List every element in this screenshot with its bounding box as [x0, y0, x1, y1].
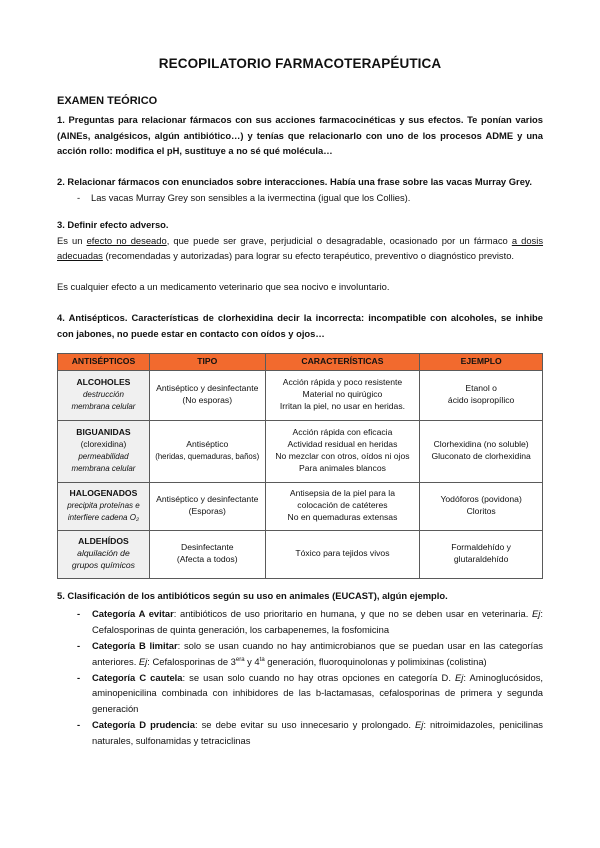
- category-mechanism: interfiere cadena O₂: [67, 512, 139, 522]
- table-cell: [58, 370, 150, 420]
- cell-line: Antiséptico: [186, 439, 229, 450]
- table-cell: [149, 370, 265, 420]
- cell-line: Material no quirúgico: [302, 389, 383, 400]
- list-item: [57, 638, 543, 670]
- cell-line: Clorhexidina (no soluble): [433, 439, 529, 450]
- category-mechanism: membrana celular: [71, 401, 136, 411]
- example-label: Ej: [138, 655, 148, 667]
- section-heading: EXAMEN TEÓRICO: [57, 95, 158, 107]
- q2-bullet-text: Las vacas Murray Grey son sensibles a la ivermectina (igual que los Collies).: [91, 191, 411, 203]
- text-run: : nitroimidazoles, penicilinas naturales, sulfonamidas y tetraciclinas: [92, 718, 543, 746]
- list-item: [57, 717, 543, 749]
- text-run: : solo se usan cuando no hay antimicrobianos que se puedan usar en las categorías anteriores.: [92, 639, 543, 667]
- table-cell: [58, 420, 150, 482]
- bullet-dash: -: [77, 671, 81, 683]
- cell-line: Gluconato de clorhexidina: [431, 451, 531, 462]
- cell-line: Etanol o: [465, 383, 497, 394]
- cell-line: Cloritos: [466, 506, 496, 517]
- category-mechanism: grupos químicos: [71, 559, 135, 570]
- category-label: Categoría D prudencia: [92, 718, 195, 730]
- question-2: 2. Relacionar fármacos con enunciados sobre interacciones. Había una frase sobre las vacas Murray Grey.: [57, 176, 533, 188]
- category-name: ALDEHÍDOS: [78, 536, 129, 547]
- category-mechanism: permeabilidad: [78, 452, 129, 462]
- category-mechanism: destrucción: [82, 390, 124, 400]
- category-mechanism: alquilación de: [77, 548, 130, 559]
- cell-line: Desinfectante: [180, 542, 234, 553]
- category-label: Categoría C cautela: [92, 671, 183, 683]
- text-run: : Cefalosporinas de quinta generación, los carbapenemes, la fosfomicina: [92, 608, 543, 636]
- text-run: : Cefalosporinas de 3: [147, 655, 236, 667]
- cell-line: Antiséptico y desinfectante: [156, 383, 259, 394]
- table-cell: [420, 420, 543, 482]
- table-header-row: [58, 353, 543, 370]
- category-alt-name: (clorexidina): [80, 439, 127, 450]
- table-cell: [149, 530, 265, 578]
- cell-line: Actividad residual en heridas: [287, 439, 398, 450]
- table-row: [58, 482, 543, 530]
- cell-line: (heridas, quemaduras, baños): [155, 452, 260, 462]
- cell-line: Para animales blancos: [298, 462, 386, 473]
- cell-line: No mezclar con otros, oídos ni ojos: [275, 451, 410, 462]
- table-cell: [58, 482, 150, 530]
- cell-line: Antisepsia de la piel para la: [289, 488, 395, 499]
- table-row: [58, 370, 543, 420]
- text-run: , que puede ser grave, perjudicial o desagradable, ocasionado por un fármaco: [166, 234, 512, 246]
- bullet-dash: -: [77, 191, 81, 203]
- text-run: : se debe evitar su uso innecesario y prolongado.: [194, 718, 415, 730]
- question-3-alt-definition: Es cualquier efecto a un medicamento veterinario que sea nocivo e involuntario.: [57, 281, 390, 293]
- category-name: BIGUANIDAS: [76, 427, 131, 438]
- document-body: [57, 94, 543, 749]
- category-mechanism: precipita proteínas e: [67, 501, 140, 511]
- table-cell: [265, 370, 420, 420]
- table-cell: [420, 530, 543, 578]
- superscript: ta: [259, 656, 265, 663]
- antiseptics-table: [57, 353, 543, 579]
- table-cell: [149, 482, 265, 530]
- category-mechanism: membrana celular: [71, 463, 136, 473]
- example-label: Ej: [532, 608, 541, 620]
- document-title: RECOPILATORIO FARMACOTERAPÉUTICA: [158, 56, 442, 71]
- cell-line: Acción rápida con eficacia: [292, 427, 393, 438]
- cell-line: Antiséptico y desinfectante: [156, 494, 259, 505]
- category-label: Categoría A evitar: [92, 608, 174, 620]
- text-run: : antibióticos de uso prioritario en humana, y que no se deben usar en veterinaria.: [173, 608, 533, 620]
- table-cell: [265, 420, 420, 482]
- cell-line: Yodóforos (povidona): [440, 494, 522, 505]
- category-name: HALOGENADOS: [69, 488, 138, 499]
- table-cell: [420, 482, 543, 530]
- underlined-text: efecto no deseado: [86, 234, 167, 246]
- cell-line: ácido isopropílico: [447, 395, 515, 406]
- table-header: EJEMPLO: [420, 353, 543, 370]
- bullet-dash: -: [77, 639, 81, 651]
- category-name: ALCOHOLES: [76, 377, 131, 388]
- cell-line: Acción rápida y poco resistente: [282, 377, 403, 388]
- question-3-heading: 3. Definir efecto adverso.: [57, 218, 169, 230]
- cell-line: Tóxico para tejidos vivos: [295, 548, 390, 559]
- table-cell: [149, 420, 265, 482]
- underlined-text: a dosis adecuadas: [57, 234, 544, 262]
- cell-line: (Esporas): [188, 506, 226, 517]
- list-item: [57, 606, 543, 638]
- cell-line: No en quemaduras extensas: [287, 511, 398, 522]
- list-item: [57, 190, 543, 206]
- bullet-dash: -: [77, 608, 81, 620]
- text-run: : se usan solo cuando no hay otras opciones en categoría D.: [182, 671, 456, 683]
- cell-line: Irritan la piel, no usar en heridas.: [279, 400, 406, 411]
- table-header: ANTISÉPTICOS: [58, 353, 150, 370]
- table-cell: [265, 530, 420, 578]
- table-header: CARACTERÍSTICAS: [265, 353, 420, 370]
- cell-line: glutaraldehído: [453, 554, 509, 565]
- question-4: 4. Antisépticos. Características de clorhexidina decir la incorrecta: incompatible con alcoholes, se inhibe con jabones, no puede estar en contacto con oídos y ojos…: [57, 311, 543, 339]
- table-row: [58, 420, 543, 482]
- example-label: Ej: [415, 718, 424, 730]
- cell-line: Formaldehído y: [451, 542, 511, 553]
- text-run: Es un: [57, 234, 87, 246]
- text-run: y 4: [244, 655, 260, 667]
- table-cell: [58, 530, 150, 578]
- text-run: : Aminoglucósidos, aminopenicilina combinada con inhibidores de las b-lactamasas, cefalosporinas de primera y segunda generación: [92, 671, 543, 715]
- list-item: [57, 670, 543, 717]
- example-label: Ej: [455, 671, 464, 683]
- question-1: 1. Preguntas para relacionar fármacos con sus acciones farmacocinéticas y sus efectos. Te ponían varios (AINEs, analgésicos, algún antibiótico…) y tenías que relacionarlo con uno de los procesos ADME y una acción rollo: modifica el pH, sustituye a no sé qué molécula…: [57, 113, 543, 157]
- table-cell: [265, 482, 420, 530]
- superscript: era: [235, 656, 245, 663]
- cell-line: colocación de catéteres: [297, 500, 388, 511]
- category-label: Categoría B limitar: [92, 639, 178, 651]
- table-header: TIPO: [149, 353, 265, 370]
- cell-line: (Afecta a todos): [176, 554, 238, 565]
- text-run: generación, fluoroquinolonas y polimixinas (colistina): [264, 655, 487, 667]
- bullet-dash: -: [77, 718, 81, 730]
- question-5: 5. Clasificación de los antibióticos según su uso en animales (EUCAST), algún ejemplo.: [57, 589, 448, 601]
- text-run: (recomendadas y autorizadas) para lograr su efecto terapéutico, preventivo o diagnóstico previsto.: [102, 250, 515, 262]
- cell-line: (No esporas): [182, 395, 233, 406]
- question-3-definition: [57, 233, 543, 265]
- table-cell: [420, 370, 543, 420]
- eucast-category-list: [57, 606, 543, 748]
- table-row: [58, 530, 543, 578]
